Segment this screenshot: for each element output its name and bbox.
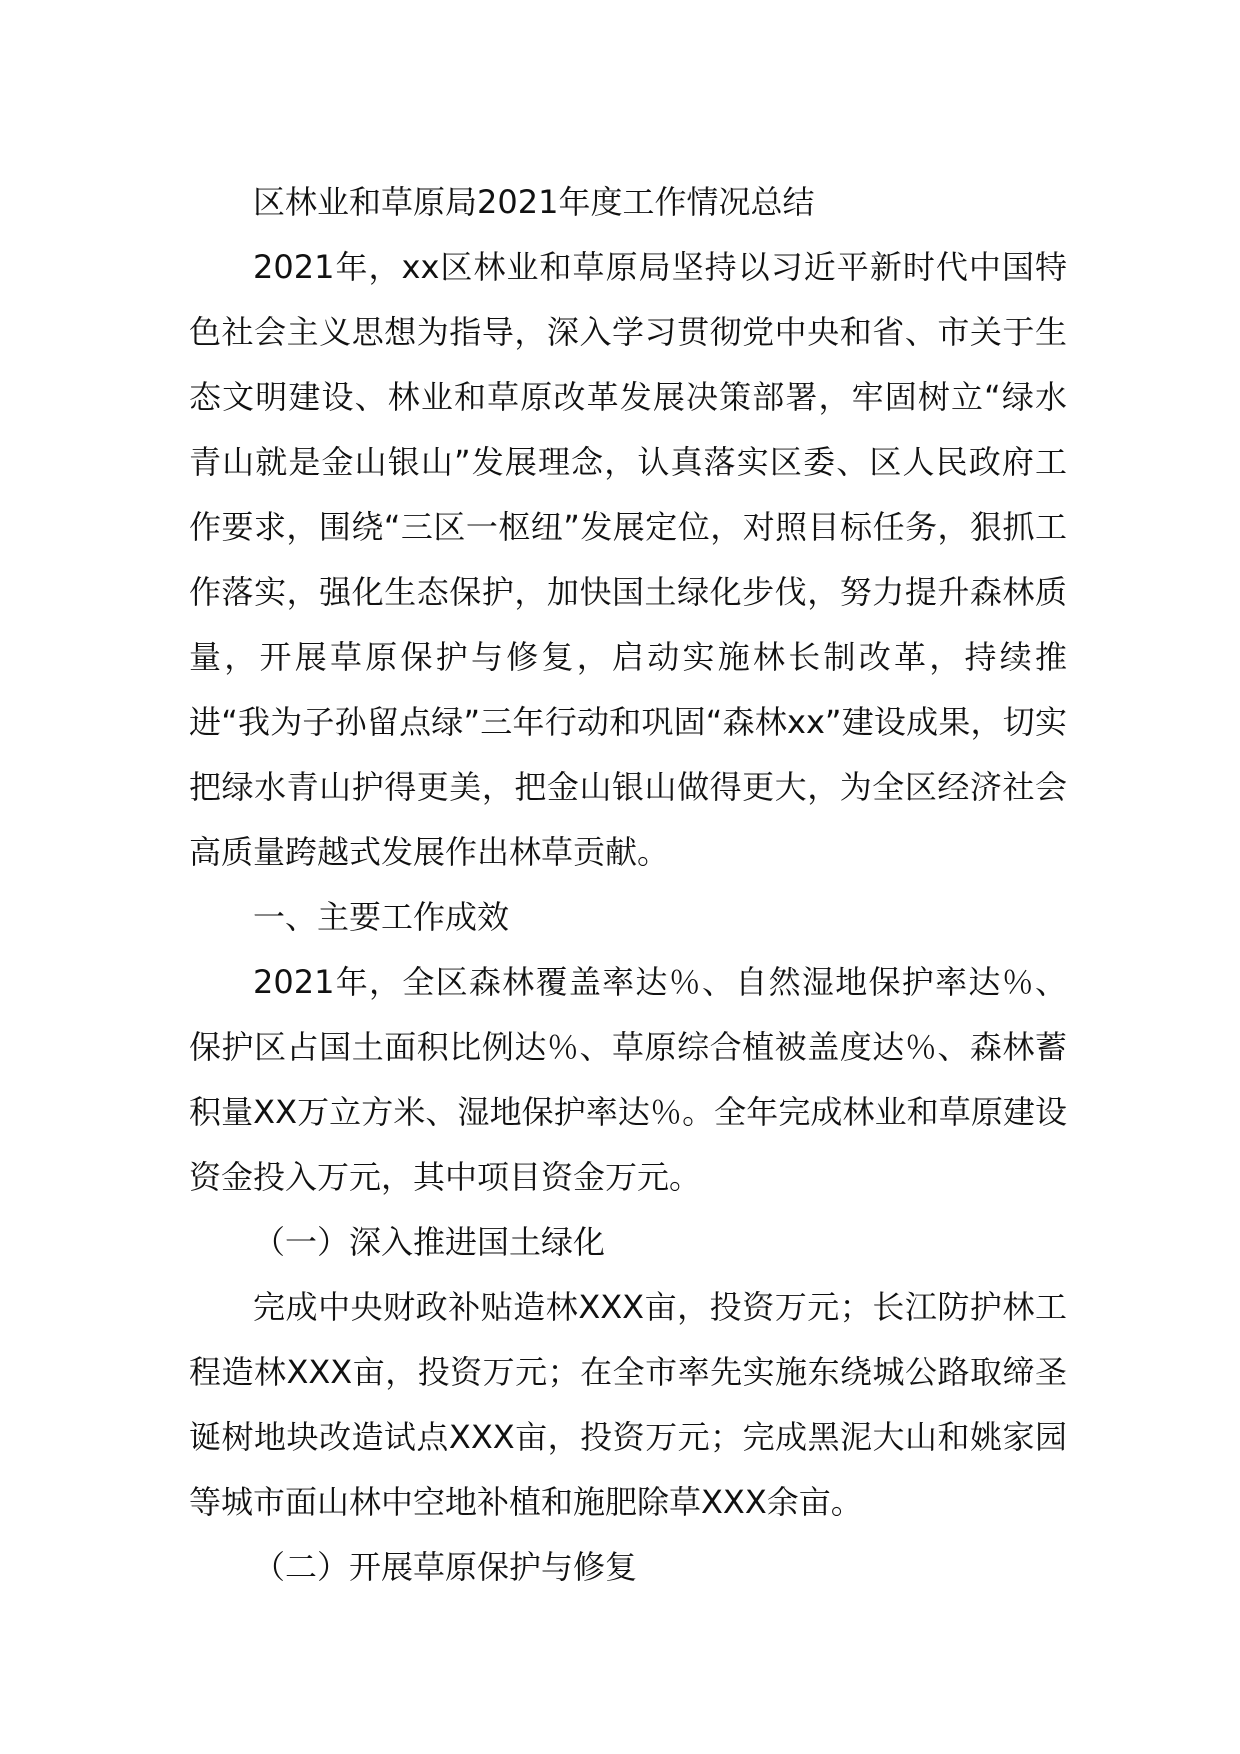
intro-paragraph: 2021年，xx区林业和草原局坚持以习近平新时代中国特色社会主义思想为指导，深入学习贯彻党中央和省、市关于生态文明建设、林业和草原改革发展决策部署，牢固树立“绿水青山就是金山银山”发展理念，认真落实区委、区人民政府工作要求，围绕“三区一枢纽”发展定位，对照目标任务，狠抓工作落实，强化生态保护，加快国土绿化步伐，努力提升森林质量，开展草原保护与修复，启动实施林长制改革，持续推进“我为子孙留点绿”三年行动和巩固“森林xx”建设成果，切实把绿水青山护得更美，把金山银山做得更大，为全区经济社会高质量跨越式发展作出林草贡献。 [189,248,1067,871]
subsection-heading-greening: （一）深入推进国土绿化 [253,1223,606,1261]
section-heading-main-results: 一、主要工作成效 [253,898,510,936]
document-title: 区林业和草原局2021年度工作情况总结 [253,183,815,221]
subsection-heading-grassland: （二）开展草原保护与修复 [253,1548,638,1586]
document-body [189,170,1067,1600]
greening-paragraph: 完成中央财政补贴造林XXX亩，投资万元；长江防护林工程造林XXX亩，投资万元；在全市率先实施东绕城公路取缔圣诞树地块改造试点XXX亩，投资万元；完成黑泥大山和姚家园等城市面山林中空地补植和施肥除草XXX余亩。 [189,1288,1067,1521]
main-results-paragraph: 2021年，全区森林覆盖率达％、自然湿地保护率达％、保护区占国土面积比例达％、草原综合植被盖度达％、森林蓄积量XX万立方米、湿地保护率达％。全年完成林业和草原建设资金投入万元，其中项目资金万元。 [189,963,1067,1196]
